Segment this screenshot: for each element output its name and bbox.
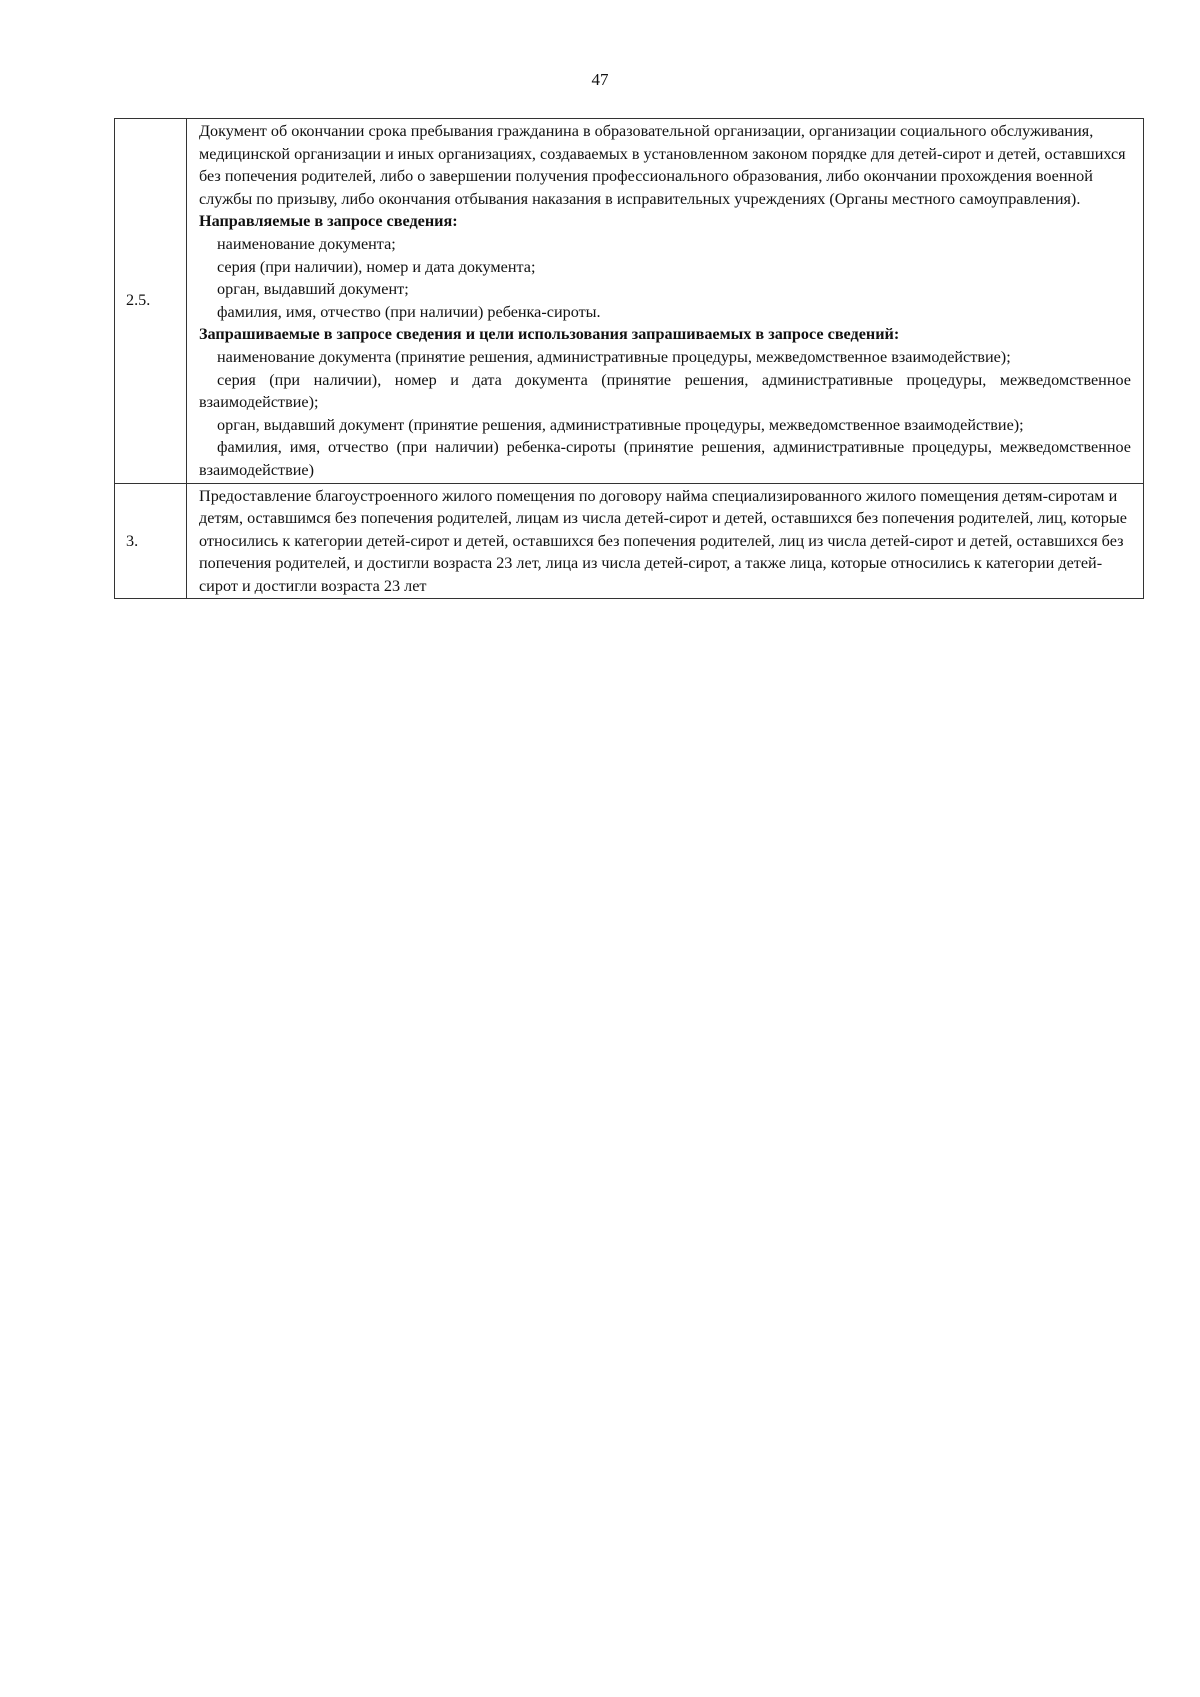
service-description: Предоставление благоустроенного жилого помещения по договору найма специализированного жилого помещения детям-сиротам и детям, оставшимся без попечения родителей, лицам из числа детей-сирот и детей, оставшихся без попечения родителей, лиц, которые относились к категории детей-сирот и детей, оставшихся без попечения родителей, лиц из числа детей-сирот и детей, оставшихся без попечения родителей, и достигли возраста 23 лет, лица из числа детей-сирот, а также лица, которые относились к категории детей-сирот и достигли возраста 23 лет (199, 486, 1127, 595)
document-description: Документ об окончании срока пребывания гражданина в образовательной организации, организации социального обслуживания, медицинской организации и иных организациях, создаваемых в установленном законом порядке для детей-сирот и детей, оставшихся без попечения родителей, либо о завершении получения профессионального образования, либо окончании прохождения военной службы по призыву, либо окончания отбывания наказания в исправительных учреждениях (Органы местного самоуправления). (199, 122, 1126, 208)
services-table (114, 118, 1144, 599)
page-number: 47 (591, 70, 609, 89)
row-content (187, 483, 1144, 599)
requested-info-heading: Запрашиваемые в запросе сведения и цели использования запрашиваемых в запросе сведений: (199, 325, 900, 344)
sent-info-heading: Направляемые в запросе сведения: (199, 212, 458, 231)
list-item: фамилия, имя, отчество (при наличии) ребенка-сироты (принятие решения, административные процедуры, межведомственное взаимодействие) (199, 438, 1131, 479)
list-item: орган, выдавший документ (принятие решения, административные процедуры, межведомственное взаимодействие); (217, 415, 1024, 434)
row-number: 3. (115, 483, 187, 599)
row-number: 2.5. (115, 119, 187, 484)
list-item: фамилия, имя, отчество (при наличии) ребенка-сироты. (217, 302, 601, 321)
row-content (187, 119, 1144, 484)
list-item: наименование документа; (217, 234, 396, 253)
list-item: серия (при наличии), номер и дата документа; (217, 257, 536, 276)
table-row (115, 119, 1144, 484)
list-item: орган, выдавший документ; (217, 280, 409, 299)
list-item: серия (при наличии), номер и дата документа (принятие решения, административные процедуры, межведомственное взаимодействие); (199, 370, 1131, 412)
table-row (115, 483, 1144, 599)
list-item: наименование документа (принятие решения, административные процедуры, межведомственное взаимодействие); (217, 347, 1011, 366)
